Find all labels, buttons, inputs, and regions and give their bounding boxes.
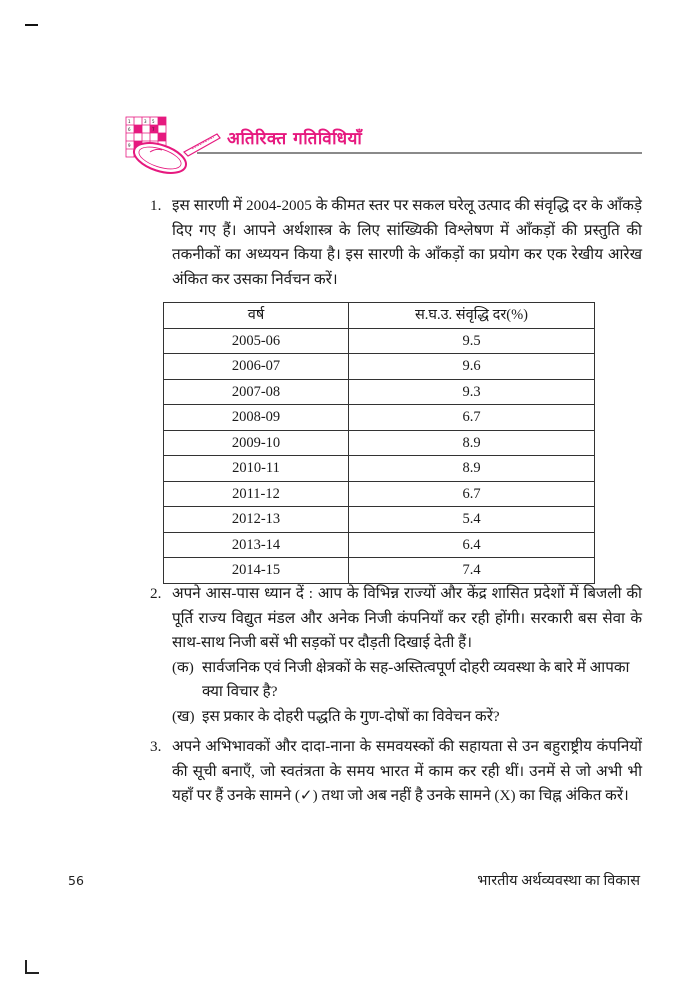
table-row: [164, 430, 595, 456]
svg-text:6: 6: [128, 127, 131, 132]
book-title: भारतीय अर्थव्यवस्था का विकास: [477, 873, 640, 889]
year-cell: 2009-10: [164, 430, 349, 456]
question-number: 1.: [150, 197, 162, 214]
rate-cell: 9.6: [349, 354, 595, 380]
svg-text:7: 7: [152, 127, 155, 132]
rate-cell: 9.3: [349, 379, 595, 405]
question-number: 3.: [150, 738, 162, 755]
question-text: अपने अभिभावकों और दादा-नाना के समवयस्कों की सहायता से उन बहुराष्ट्रीय कंपनियों की सूची बनाएँ, जो स्वतंत्रता के समय भारत में काम कर रही थीं। उनमें से जो अभी भी यहाँ पर हैं उनके सामने (✓) तथा जो अब नहीं है उनके सामने (X) का चिह्न अंकित करें।: [172, 738, 642, 804]
rate-cell: 6.7: [349, 481, 595, 507]
rate-cell: 6.7: [349, 405, 595, 431]
rate-cell: 6.4: [349, 532, 595, 558]
svg-text:9: 9: [128, 143, 131, 148]
question-1: [150, 194, 642, 584]
table-row: [164, 328, 595, 354]
sub-question-label: (क): [172, 658, 194, 676]
svg-text:1: 1: [128, 119, 131, 124]
year-cell: 2013-14: [164, 532, 349, 558]
page-number: 56: [68, 873, 84, 888]
year-cell: 2005-06: [164, 328, 349, 354]
year-cell: 2012-13: [164, 507, 349, 533]
header-divider: [197, 152, 642, 154]
table-row: [164, 481, 595, 507]
table-row: [164, 405, 595, 431]
crop-mark-top: [25, 24, 38, 26]
question-text: अपने आस-पास ध्यान दें : आप के विभिन्न राज्यों और केंद्र शासित प्रदेशों में बिजली की पूर्ति राज्य विद्युत मंडल और अनेक निजी कंपनियाँ कर रही होंगी। सरकारी बस सेवा के साथ-साथ निजी बसें भी सड़कों पर दौड़ती दिखाई देती हैं।: [172, 585, 642, 651]
question-2: [150, 582, 642, 729]
table-row: [164, 354, 595, 380]
sub-question-ka: [172, 656, 642, 705]
rate-cell: 7.4: [349, 558, 595, 584]
table-header-row: [164, 303, 595, 329]
year-cell: 2010-11: [164, 456, 349, 482]
rate-cell: 8.9: [349, 456, 595, 482]
sub-question-label: (ख): [172, 707, 195, 725]
question-3: [150, 735, 642, 809]
table-row: [164, 456, 595, 482]
svg-text:5: 5: [152, 119, 155, 124]
year-cell: 2008-09: [164, 405, 349, 431]
year-cell: 2014-15: [164, 558, 349, 584]
rate-cell: 8.9: [349, 430, 595, 456]
svg-text:3: 3: [144, 119, 147, 124]
table-row: [164, 379, 595, 405]
column-header-year: वर्ष: [164, 303, 349, 329]
rate-cell: 5.4: [349, 507, 595, 533]
section-title: अतिरिक्त गतिविधियाँ: [227, 129, 363, 149]
year-cell: 2011-12: [164, 481, 349, 507]
column-header-growth-rate: स.घ.उ. संवृद्धि दर(%): [349, 303, 595, 329]
crop-mark-bottom-horizontal: [25, 972, 39, 974]
crossword-magnifier-icon: [122, 114, 232, 176]
table-row: [164, 558, 595, 584]
question-text: इस सारणी में 2004-2005 के कीमत स्तर पर सकल घरेलू उत्पाद की संवृद्धि दर के आँकड़े दिए गए हैं। आपने अर्थशास्त्र के लिए सांख्यिकी विश्लेषण में आँकड़ों की प्रस्तुति की तकनीकों का अध्ययन किया है। इस सारणी के आँकड़ों का प्रयोग कर एक रेखीय आरेख अंकित कर उसका निर्वचन करें।: [172, 197, 642, 288]
rate-cell: 9.5: [349, 328, 595, 354]
sub-question-text: सार्वजनिक एवं निजी क्षेत्रकों के सह-अस्तित्वपूर्ण दोहरी व्यवस्था के बारे में आपका क्या विचार है?: [202, 658, 630, 700]
table-row: [164, 532, 595, 558]
year-cell: 2006-07: [164, 354, 349, 380]
gdp-growth-table: [163, 302, 595, 584]
sub-question-text: इस प्रकार के दोहरी पद्धति के गुण-दोषों का विवेचन करें?: [202, 707, 500, 725]
year-cell: 2007-08: [164, 379, 349, 405]
question-number: 2.: [150, 585, 162, 602]
sub-question-kha: [172, 705, 642, 730]
section-header: [122, 114, 642, 176]
table-row: [164, 507, 595, 533]
